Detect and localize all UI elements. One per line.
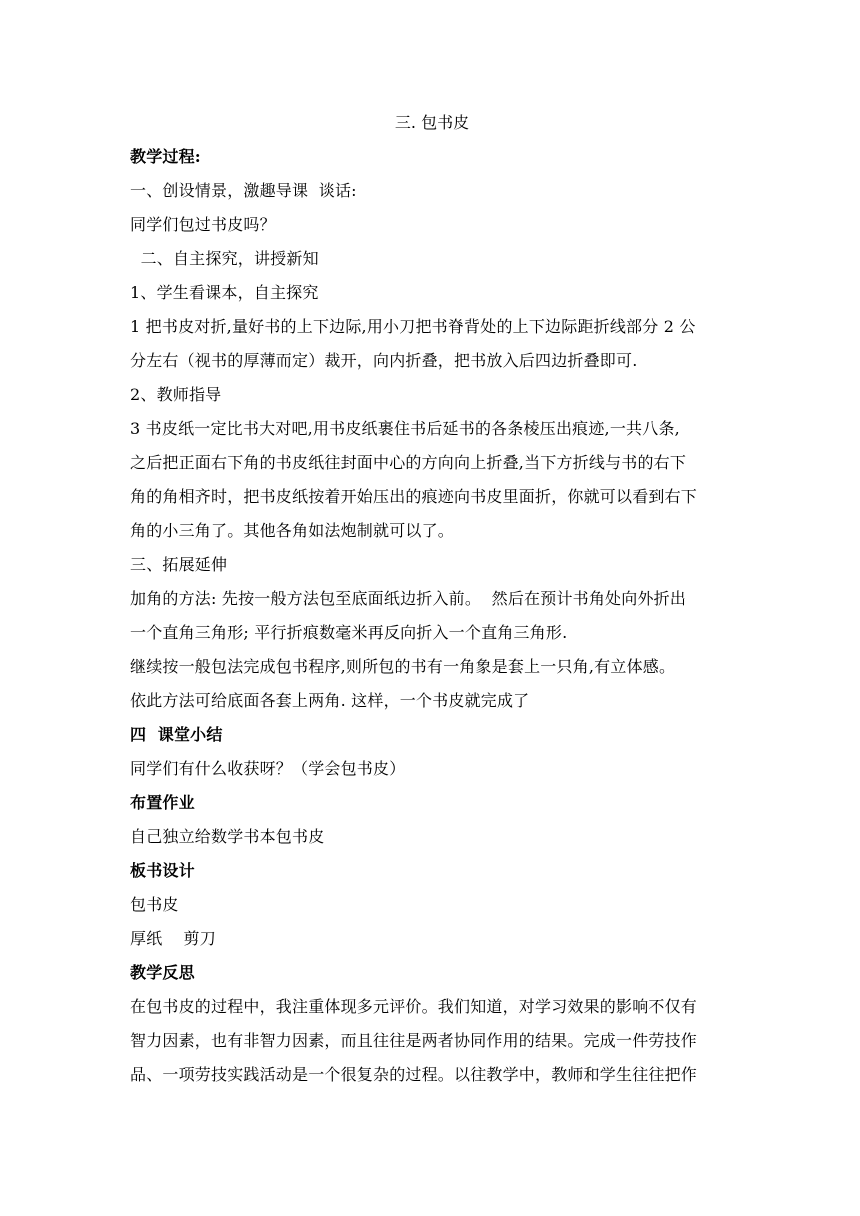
paragraph-line: 智力因素，也有非智力因素，而且往往是两者协同作用的结果。完成一件劳技作 — [130, 1031, 698, 1050]
paragraph-line: 加角的方法: 先按一般方法包至底面纸边折入前。 然后在预计书角处向外折出 — [130, 589, 687, 608]
board-line: 包书皮 — [130, 895, 179, 914]
section-line-1: 一、创设情景，激趣导课 谈话: — [130, 181, 357, 200]
paragraph-method-3 — [130, 412, 734, 548]
section-line-2: 同学们包过书皮吗？ — [130, 215, 276, 234]
paragraph-line: 分左右（视书的厚薄而定）裁开，向内折叠，把书放入后四边折叠即可. — [130, 351, 638, 370]
paragraph-line: 在包书皮的过程中，我注重体现多元评价。我们知道，对学习效果的影响不仅有 — [130, 997, 698, 1016]
section-reflection-heading: 教学反思 — [130, 963, 195, 982]
paragraph-line: 之后把正面右下角的书皮纸往封面中心的方向向上折叠,当下方折线与书的右下 — [130, 453, 687, 472]
summary-text: 同学们有什么收获呀？（学会包书皮） — [130, 759, 406, 778]
paragraph-extend — [130, 582, 734, 718]
section-teacher-guide: 2、教师指导 — [130, 385, 222, 404]
paragraph-line: 品、一项劳技实践活动是一个很复杂的过程。以往教学中，教师和学生往往把作 — [130, 1065, 698, 1084]
homework-text: 自己独立给数学书本包书皮 — [130, 827, 325, 846]
paragraph-line: 角的角相齐时，把书皮纸按着开始压出的痕迹向书皮里面折，你就可以看到右下 — [130, 487, 698, 506]
section-summary-heading: 四 课堂小结 — [130, 725, 223, 744]
document-title: 三. 包书皮 — [394, 113, 470, 132]
section-heading-process: 教学过程: — [130, 147, 201, 166]
section-board-heading: 板书设计 — [130, 861, 195, 880]
document-page — [130, 106, 734, 1092]
section-line-4: 1、学生看课本，自主探究 — [130, 283, 319, 302]
paragraph-line: 角的小三角了。其他各角如法炮制就可以了。 — [130, 521, 455, 540]
section-line-3: 二、自主探究，讲授新知 — [130, 249, 319, 268]
board-line: 厚纸 剪刀 — [130, 929, 216, 948]
section-extend-heading: 三、拓展延伸 — [130, 555, 228, 574]
section-homework-heading: 布置作业 — [130, 793, 195, 812]
paragraph-line: 3 书皮纸一定比书大对吧,用书皮纸裹住书后延书的各条棱压出痕迹,一共八条, — [130, 419, 680, 438]
paragraph-line: 一个直角三角形; 平行折痕数毫米再反向折入一个直角三角形. — [130, 623, 568, 642]
paragraph-line: 继续按一般包法完成包书程序,则所包的书有一角象是套上一只角,有立体感。 — [130, 657, 676, 676]
paragraph-line: 1 把书皮对折,量好书的上下边际,用小刀把书脊背处的上下边际距折线部分 2 公 — [130, 317, 696, 336]
paragraph-reflection — [130, 990, 734, 1092]
paragraph-line: 依此方法可给底面各套上两角. 这样，一个书皮就完成了 — [130, 691, 530, 710]
paragraph-method-1 — [130, 310, 734, 378]
